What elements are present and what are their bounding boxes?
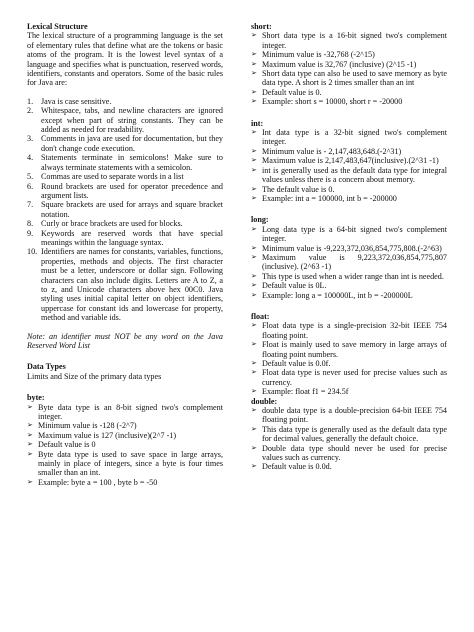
rule-item: 2. Whitespace, tabs, and newline characters are ignored except when part of string constants. They can be added as needed for readability. — [27, 106, 223, 135]
data-types-subtitle: Limits and Size of the primary data types — [27, 371, 162, 381]
short-item: ➢ Short data type is a 16-bit signed two's complement integer. — [251, 31, 447, 50]
arrow-bullet-icon: ➢ — [27, 421, 33, 430]
arrow-bullet-icon: ➢ — [251, 359, 257, 367]
float-item: ➢ Example: float f1 = 234.5f — [251, 387, 349, 397]
double-item: ➢ Double data type should never be used for precise values such as currency. — [251, 443, 447, 463]
short-item: ➢ Default value is 0. — [251, 87, 322, 97]
float-item: ➢ Default value is 0.0f. — [251, 359, 331, 368]
float-heading: float: — [251, 311, 270, 321]
rule-item: 3. Comments in java are used for documentation, but they don't change code execution. — [27, 134, 223, 153]
arrow-bullet-icon: ➢ — [251, 50, 257, 59]
arrow-bullet-icon: ➢ — [251, 59, 257, 68]
arrow-bullet-icon: ➢ — [251, 165, 257, 174]
rule-item: 6. Round brackets are used for operator precedence and argument lists. — [27, 181, 223, 200]
arrow-bullet-icon: ➢ — [251, 146, 257, 155]
long-item: ➢ This type is used when a wider range than int is needed. — [251, 271, 444, 281]
byte-item: ➢ Byte data type is an 8-bit signed two's complement integer. — [27, 402, 223, 422]
arrow-bullet-icon: ➢ — [251, 387, 257, 396]
reserved-word-note: Note: an identifier must NOT be any word on the Java Reserved Word List — [27, 331, 223, 350]
arrow-bullet-icon: ➢ — [27, 477, 33, 486]
arrow-bullet-icon: ➢ — [251, 97, 257, 106]
long-item: ➢ Long data type is a 64-bit signed two's complement integer. — [251, 224, 447, 244]
int-item: ➢ Int data type is a 32-bit signed two's complement integer. — [251, 128, 447, 147]
short-heading: short: — [251, 22, 272, 31]
byte-item: ➢ Byte data type is used to save space in large arrays, mainly in place of integers, since a byte is four times smaller than an int. — [27, 449, 223, 478]
arrow-bullet-icon: ➢ — [27, 440, 33, 449]
arrow-bullet-icon: ➢ — [251, 69, 257, 78]
arrow-bullet-icon: ➢ — [251, 252, 257, 261]
arrow-bullet-icon: ➢ — [251, 443, 257, 452]
arrow-bullet-icon: ➢ — [251, 31, 257, 40]
rule-item: 4. Statements terminate in semicolons! Make sure to always terminate statements with a semicolon. — [27, 153, 223, 172]
float-item: ➢ Float data type is a single-precision 32-bit IEEE 754 floating point. — [251, 321, 447, 340]
byte-item: ➢ Minimum value is -128 (-2^7) — [27, 421, 137, 431]
int-item: ➢ Example: int a = 100000, int b = -200000 — [251, 193, 397, 203]
rule-item: 8. Curly or brace brackets are used for blocks. — [27, 219, 183, 229]
arrow-bullet-icon: ➢ — [251, 156, 257, 165]
long-item: ➢ Minimum value is -9,223,372,036,854,775,808.(-2^63) — [251, 243, 442, 253]
byte-item: ➢ Maximum value is 127 (inclusive)(2^7 -1) — [27, 430, 177, 440]
rule-item: 7. Square brackets are used for arrays and square bracket notation. — [27, 200, 223, 219]
int-item: ➢ int is generally used as the default data type for integral values unless there is a concern about memory. — [251, 165, 447, 185]
byte-heading: byte: — [27, 393, 45, 403]
int-list — [251, 128, 447, 203]
lexical-intro-paragraph: The lexical structure of a programming language is the set of elementary rules that define what are the tokens or basic atoms of the program. It is the lowest level syntax of a language and specifies what is punctuation, reserved words, identifiers, constants and operators. Some of the basic rules for Java are: — [27, 31, 223, 88]
arrow-bullet-icon: ➢ — [251, 243, 257, 252]
rule-item: 1. Java is case sensitive. — [27, 96, 112, 106]
int-item: ➢ Maximum value is 2,147,483,647(inclusive).(2^31 -1) — [251, 156, 439, 166]
right-column — [251, 22, 447, 472]
arrow-bullet-icon: ➢ — [251, 128, 257, 137]
long-item: ➢ Maximum value is 9,223,372,036,854,775,807 (inclusive). (2^63 -1) — [251, 252, 447, 272]
lexical-structure-heading: Lexical Structure — [27, 22, 88, 31]
short-item: ➢ Minimum value is -32,768 (-2^15) — [251, 50, 375, 60]
short-list — [251, 31, 447, 106]
java-rules-list — [27, 97, 223, 323]
arrow-bullet-icon: ➢ — [251, 462, 257, 471]
double-heading: double: — [251, 396, 278, 406]
rule-item: 9. Keywords are reserved words that have special meanings within the language syntax. — [27, 228, 223, 247]
arrow-bullet-icon: ➢ — [251, 368, 257, 377]
arrow-bullet-icon: ➢ — [251, 271, 257, 280]
arrow-bullet-icon: ➢ — [27, 402, 33, 411]
int-item: ➢ The default value is 0. — [251, 184, 335, 194]
double-item: ➢ This data type is generally used as the default data type for decimal values, generally the default choice. — [251, 424, 447, 444]
double-item: ➢ double data type is a double-precision 64-bit IEEE 754 floating point. — [251, 406, 447, 425]
arrow-bullet-icon: ➢ — [251, 87, 257, 96]
arrow-bullet-icon: ➢ — [27, 449, 33, 458]
rule-item: 5. Commas are used to separate words in a list — [27, 172, 184, 182]
arrow-bullet-icon: ➢ — [251, 340, 257, 349]
data-types-heading: Data Types — [27, 362, 66, 372]
int-item: ➢ Minimum value is - 2,147,483,648.(-2^31) — [251, 146, 402, 156]
byte-list — [27, 403, 223, 488]
float-list — [251, 321, 447, 396]
long-heading: long: — [251, 215, 269, 225]
left-column — [27, 22, 223, 487]
arrow-bullet-icon: ➢ — [27, 430, 33, 439]
arrow-bullet-icon: ➢ — [251, 406, 257, 415]
int-heading: int: — [251, 118, 264, 128]
short-item: ➢ Maximum value is 32,767 (inclusive) (2^15 -1) — [251, 59, 417, 69]
arrow-bullet-icon: ➢ — [251, 290, 257, 299]
arrow-bullet-icon: ➢ — [251, 281, 257, 290]
arrow-bullet-icon: ➢ — [251, 424, 257, 433]
long-item: ➢ Example: long a = 100000L, int b = -200000L — [251, 290, 413, 300]
long-list — [251, 225, 447, 300]
double-list — [251, 406, 447, 472]
double-item: ➢ Default value is 0.0d. — [251, 462, 332, 472]
arrow-bullet-icon: ➢ — [251, 321, 257, 330]
arrow-bullet-icon: ➢ — [251, 224, 257, 233]
short-item: ➢ Short data type can also be used to save memory as byte data type. A short is 2 times smaller than an int — [251, 69, 447, 88]
arrow-bullet-icon: ➢ — [251, 193, 257, 202]
short-item: ➢ Example: short s = 10000, short r = -20000 — [251, 97, 403, 107]
byte-item: ➢ Default value is 0 — [27, 440, 96, 450]
float-item: ➢ Float is mainly used to save memory in large arrays of floating point numbers. — [251, 340, 447, 359]
byte-item: ➢ Example: byte a = 100 , byte b = -50 — [27, 477, 158, 487]
rule-item: 10. Identifiers are names for constants, variables, functions, properties, methods and objects. The first character must be a letter, underscore or dollar sign. Following characters can also include digits. Letters are A to Z, a to z, and Unicode characters above hex 00C0. Java styling uses initial capital letter on object identifiers, uppercase for constant ids and lowercase for property, method and variable ids. — [27, 247, 223, 323]
long-item: ➢ Default value is 0L. — [251, 281, 327, 291]
float-item: ➢ Float data type is never used for precise values such as currency. — [251, 368, 447, 387]
arrow-bullet-icon: ➢ — [251, 184, 257, 193]
